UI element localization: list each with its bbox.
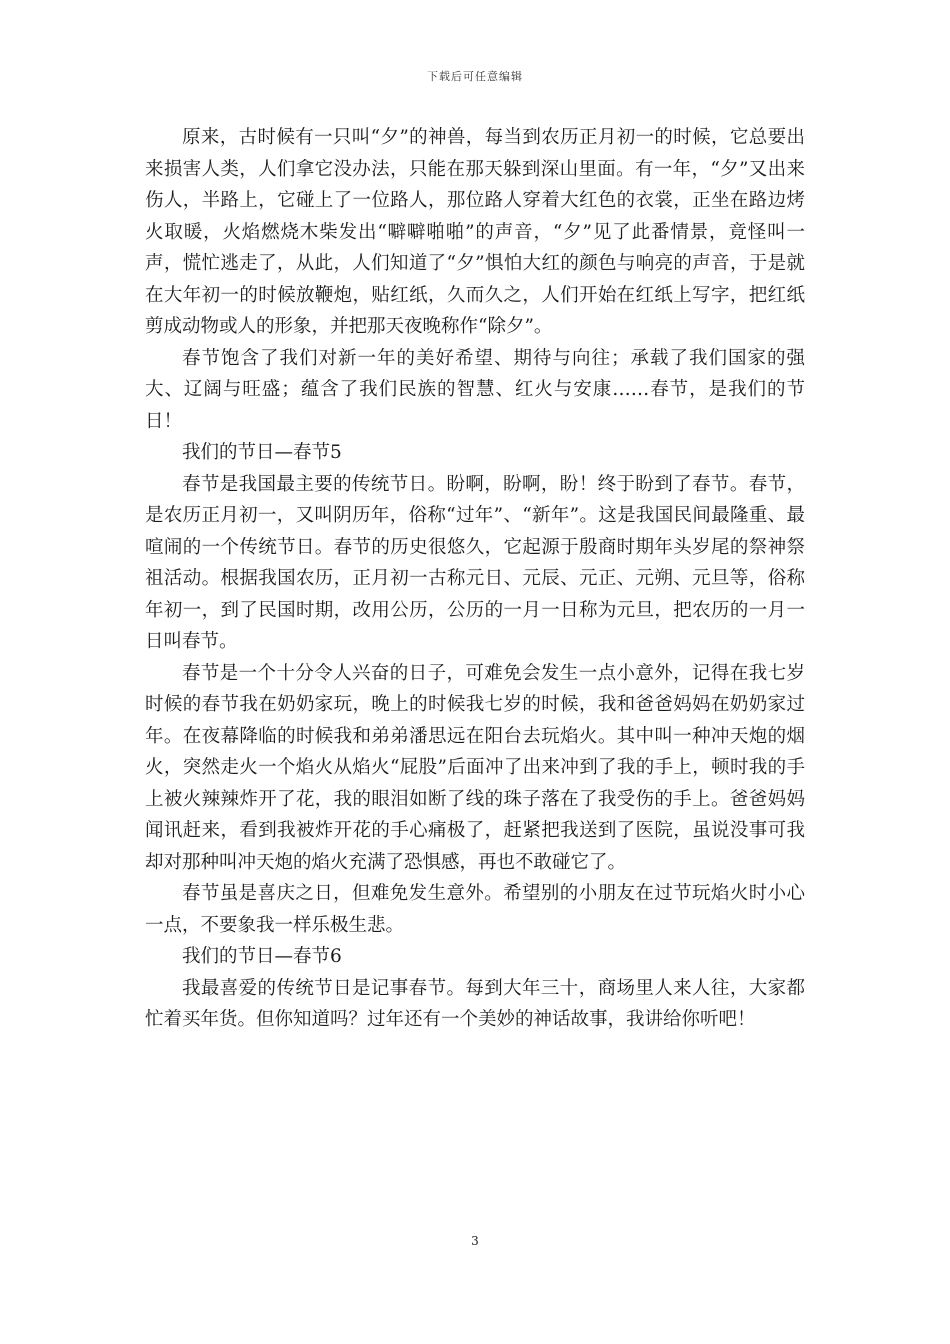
page-number: 3 — [471, 1234, 479, 1248]
paragraph: 春节是我国最主要的传统节日。盼啊，盼啊，盼！终于盼到了春节。春节，是农历正月初一，又叫阴历年，俗称“过年”、“新年”。这是我国民间最隆重、最喧闹的一个传统节日。春节的历史很悠久，它起源于殷商时期年头岁尾的祭神祭祖活动。根据我国农历，正月初一古称元日、元辰、元正、元朔、元旦等，俗称年初一，到了民国时期，改用公历，公历的一月一日称为元旦，把农历的一月一日叫春节。 — [145, 473, 805, 652]
paragraph: 春节虽是喜庆之日，但难免发生意外。希望别的小朋友在过节玩焰火时小心一点，不要象我一样乐极生悲。 — [145, 883, 805, 936]
paragraph: 我最喜爱的传统节日是记事春节。每到大年三十，商场里人来人往，大家都忙着买年货。但你知道吗？过年还有一个美妙的神话故事，我讲给你听吧！ — [145, 977, 805, 1030]
paragraph: 春节是一个十分令人兴奋的日子，可难免会发生一点小意外，记得在我七岁时候的春节我在奶奶家玩，晚上的时候我七岁的时候，我和爸爸妈妈在奶奶家过年。在夜幕降临的时候我和弟弟潘思远在阳台去玩焰火。其中叫一种冲天炮的烟火，突然走火一个焰火从焰火“屁股”后面冲了出来冲到了我的手上，顿时我的手上被火辣辣炸开了花，我的眼泪如断了线的珠子落在了我受伤的手上。爸爸妈妈闻讯赶来，看到我被炸开花的手心痛极了，赶紧把我送到了医院，虽说没事可我却对那种叫冲天炮的焰火充满了恐惧感，再也不敢碰它了。 — [145, 662, 805, 873]
section-heading: 我们的节日—春节5 — [182, 442, 342, 463]
paragraph: 春节饱含了我们对新一年的美好希望、期待与向往；承载了我们国家的强大、辽阔与旺盛；蕴含了我们民族的智慧、红火与安康……春节，是我们的节日！ — [145, 347, 805, 432]
page-header: 下载后可任意编辑 — [427, 70, 523, 83]
paragraph: 原来，古时候有一只叫“夕”的神兽，每当到农历正月初一的时候，它总要出来损害人类，人们拿它没办法，只能在那天躲到深山里面。有一年，“夕”又出来伤人，半路上，它碰上了一位路人，那位路人穿着大红色的衣裳，正坐在路边烤火取暖，火焰燃烧木柴发出“噼噼啪啪”的声音，“夕”见了此番情景，竟怪叫一声，慌忙逃走了，从此，人们知道了“夕”惧怕大红的颜色与响亮的声音，于是就在大年初一的时候放鞭炮，贴红纸，久而久之，人们开始在红纸上写字，把红纸剪成动物或人的形象，并把那天夜晚称作“除夕”。 — [145, 127, 805, 337]
section-heading: 我们的节日—春节6 — [182, 946, 342, 967]
document-body — [145, 122, 805, 1036]
